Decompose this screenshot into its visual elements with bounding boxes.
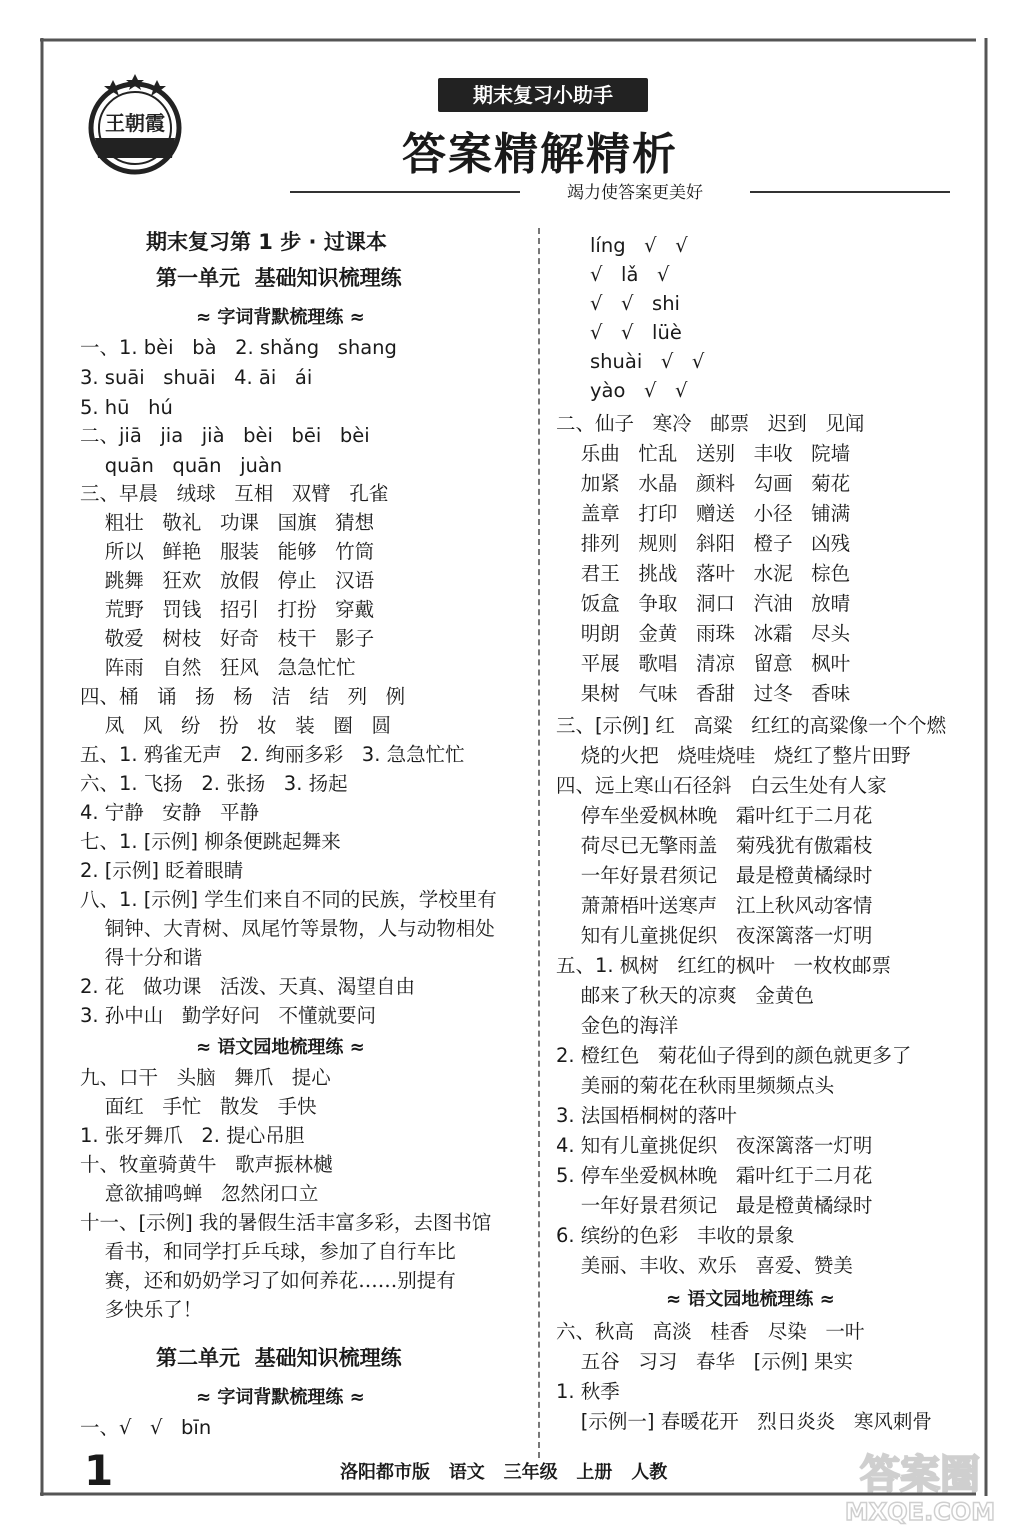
right-answer-line: yào √ √ bbox=[590, 379, 688, 402]
right-answer-line: 荷尽已无擎雨盖 菊残犹有傲霜枝 bbox=[556, 834, 873, 857]
left-answer-line: 八、1. [示例] 学生们来自不同的民族，学校里有 bbox=[80, 888, 497, 911]
header-subtitle: 期末复习小助手 bbox=[438, 78, 648, 112]
right-answer-line: 五、1. 枫树 红红的枫叶 一枚枚邮票 bbox=[556, 954, 891, 977]
left-answer-line: 一、1. bèi bà 2. shǎng shang bbox=[80, 336, 397, 359]
logo-text: 王朝霞 bbox=[105, 111, 165, 135]
right-answer-line: 金色的海洋 bbox=[556, 1014, 679, 1037]
right-answer-line: 邮来了秋天的凉爽 金黄色 bbox=[556, 984, 814, 1007]
right-answer-line: 3. 法国梧桐树的落叶 bbox=[556, 1104, 737, 1127]
left-answer-line: 意欲捕鸣蝉 忽然闭口立 bbox=[80, 1182, 319, 1205]
left-answer-line: 3. suāi shuāi 4. āi ái bbox=[80, 366, 313, 389]
left-answer-line: 九、口干 头脑 舞爪 提心 bbox=[80, 1066, 331, 1089]
right-answer-line: 1. 秋季 bbox=[556, 1380, 620, 1403]
right-answer-line: 停车坐爱枫林晚 霜叶红于二月花 bbox=[556, 804, 873, 827]
right-answer-line: 一年好景君须记 最是橙黄橘绿时 bbox=[556, 864, 873, 887]
watermark-site: MXQE.COM bbox=[844, 1498, 996, 1526]
left-answer-line: 十、牧童骑黄牛 歌声振林樾 bbox=[80, 1153, 333, 1176]
left-answer-line: ≈ 字词背默梳理练 ≈ bbox=[196, 1387, 365, 1408]
right-answer-line: √ √ lüè bbox=[590, 321, 682, 344]
right-answer-line: √ √ shi bbox=[590, 292, 680, 315]
column-divider bbox=[538, 228, 540, 1458]
page-number: 1 bbox=[84, 1446, 114, 1495]
tagline: 竭力使答案更美好 bbox=[567, 183, 703, 203]
right-answer-line: 饭盒 争取 洞口 汽油 放晴 bbox=[556, 592, 851, 615]
right-answer-line: 三、[示例] 红 高粱 红红的高粱像一个个燃 bbox=[556, 714, 947, 737]
watermark bbox=[820, 1440, 1020, 1530]
right-answer-line: 烧的火把 烧哇烧哇 烧红了整片田野 bbox=[556, 744, 911, 767]
left-answer-line: 3. 孙中山 勤学好问 不懂就要问 bbox=[80, 1004, 376, 1027]
left-answer-line: 所以 鲜艳 服装 能够 竹筒 bbox=[80, 540, 375, 563]
tagline-rule-right bbox=[750, 191, 950, 193]
left-answer-line: 2. [示例] 眨着眼睛 bbox=[80, 859, 244, 882]
right-answer-line: 果树 气味 香甜 过冬 香味 bbox=[556, 682, 851, 705]
right-answer-line: [示例一] 春暖花开 烈日炎炎 寒风刺骨 bbox=[556, 1410, 932, 1433]
right-answer-line: 5. 停车坐爱枫林晚 霜叶红于二月花 bbox=[556, 1164, 873, 1187]
left-answer-line: 赛，还和奶奶学习了如何养花……别提有 bbox=[80, 1269, 456, 1292]
left-answer-line: 六、1. 飞扬 2. 张扬 3. 扬起 bbox=[80, 772, 348, 795]
left-answer-line: 凤 风 纷 扮 妆 装 圈 圆 bbox=[80, 714, 391, 737]
left-answer-line: 跳舞 狂欢 放假 停止 汉语 bbox=[80, 569, 375, 592]
right-answer-line: ≈ 语文园地梳理练 ≈ bbox=[666, 1289, 835, 1310]
right-answer-line: 六、秋高 高淡 桂香 尽染 一叶 bbox=[556, 1320, 865, 1343]
right-answer-line: 排列 规则 斜阳 橙子 凶残 bbox=[556, 532, 851, 555]
left-answer-line: 五、1. 鸦雀无声 2. 绚丽多彩 3. 急急忙忙 bbox=[80, 743, 465, 766]
left-answer-line: 得十分和谐 bbox=[80, 946, 203, 969]
right-answer-line: 四、远上寒山石径斜 白云生处有人家 bbox=[556, 774, 887, 797]
tagline-row bbox=[290, 178, 950, 204]
footer-edition: 洛阳都市版 语文 三年级 上册 人教 bbox=[340, 1462, 668, 1483]
right-answer-line: 4. 知有儿童挑促织 夜深篱落一灯明 bbox=[556, 1134, 873, 1157]
right-answer-line: 2. 橙红色 菊花仙子得到的颜色就更多了 bbox=[556, 1044, 912, 1067]
right-answer-line: 乐曲 忙乱 送别 丰收 院墙 bbox=[556, 442, 851, 465]
left-answer-line: 期末复习第 1 步 · 过课本 bbox=[146, 230, 387, 254]
left-answer-line: 阵雨 自然 狂风 急急忙忙 bbox=[80, 656, 356, 679]
right-answer-line: 美丽、丰收、欢乐 喜爱、赞美 bbox=[556, 1254, 853, 1277]
right-answer-line: 知有儿童挑促织 夜深篱落一灯明 bbox=[556, 924, 873, 947]
left-answer-line: 一、√ √ bīn bbox=[80, 1416, 212, 1439]
tagline-rule-left bbox=[290, 191, 520, 193]
left-answer-line: ≈ 字词背默梳理练 ≈ bbox=[196, 307, 365, 328]
page-header bbox=[80, 70, 960, 220]
left-answer-line: 多快乐了！ bbox=[80, 1298, 203, 1321]
left-answer-line: 铜钟、大青树、凤尾竹等景物，人与动物相处 bbox=[80, 917, 495, 940]
page-title: 答案精解精析 bbox=[402, 129, 678, 180]
left-answer-line: 七、1. [示例] 柳条便跳起舞来 bbox=[80, 830, 341, 853]
left-answer-line: 三、早晨 绒球 互相 双臂 孔雀 bbox=[80, 482, 389, 505]
left-answer-line: 4. 宁静 安静 平静 bbox=[80, 801, 259, 824]
left-answer-line: 粗壮 敬礼 功课 国旗 猜想 bbox=[80, 511, 375, 534]
watermark-text: 答案圈 bbox=[860, 1452, 980, 1498]
right-answer-line: líng √ √ bbox=[590, 234, 688, 257]
right-answer-line: √ lǎ √ bbox=[590, 263, 670, 286]
left-answer-line: 十一、[示例] 我的暑假生活丰富多彩，去图书馆 bbox=[80, 1211, 492, 1234]
right-answer-line: 明朗 金黄 雨珠 冰霜 尽头 bbox=[556, 622, 851, 645]
right-answer-line: 五谷 习习 春华 [示例] 果实 bbox=[556, 1350, 853, 1373]
left-answer-line: 第二单元 基础知识梳理练 bbox=[156, 1346, 402, 1370]
left-answer-line: ≈ 语文园地梳理练 ≈ bbox=[196, 1037, 365, 1058]
left-answer-line: 5. hū hú bbox=[80, 396, 173, 419]
right-answer-line: 平展 歌唱 清凉 留意 枫叶 bbox=[556, 652, 851, 675]
right-answer-line: 盖章 打印 赠送 小径 铺满 bbox=[556, 502, 851, 525]
right-answer-line: 6. 缤纷的色彩 丰收的景象 bbox=[556, 1224, 795, 1247]
left-answer-line: 2. 花 做功课 活泼、天真、渴望自由 bbox=[80, 975, 415, 998]
right-answer-line: 君王 挑战 落叶 水泥 棕色 bbox=[556, 562, 851, 585]
left-answer-line: 荒野 罚钱 招引 打扮 穿戴 bbox=[80, 598, 375, 621]
left-answer-line: 看书，和同学打乒乓球，参加了自行车比 bbox=[80, 1240, 456, 1263]
right-answer-line: 一年好景君须记 最是橙黄橘绿时 bbox=[556, 1194, 873, 1217]
left-answer-line: 敬爱 树枝 好奇 枝干 影子 bbox=[80, 627, 375, 650]
left-answer-line: 1. 张牙舞爪 2. 提心吊胆 bbox=[80, 1124, 305, 1147]
right-answer-line: 加紧 水晶 颜料 勾画 菊花 bbox=[556, 472, 851, 495]
left-answer-line: 第一单元 基础知识梳理练 bbox=[156, 266, 402, 290]
right-answer-line: 萧萧梧叶送寒声 江上秋风动客情 bbox=[556, 894, 873, 917]
right-answer-line: shuài √ √ bbox=[590, 350, 705, 373]
left-answer-line: 二、jiā jia jià bèi bēi bèi bbox=[80, 424, 370, 447]
right-answer-line: 美丽的菊花在秋雨里频频点头 bbox=[556, 1074, 835, 1097]
publisher-logo bbox=[80, 70, 190, 180]
right-answer-line: 二、仙子 寒冷 邮票 迟到 见闻 bbox=[556, 412, 865, 435]
left-answer-line: 四、桶 诵 扬 杨 洁 结 列 例 bbox=[80, 685, 406, 708]
left-answer-line: 面红 手忙 散发 手快 bbox=[80, 1095, 317, 1118]
left-answer-line: quān quān juàn bbox=[80, 454, 283, 477]
